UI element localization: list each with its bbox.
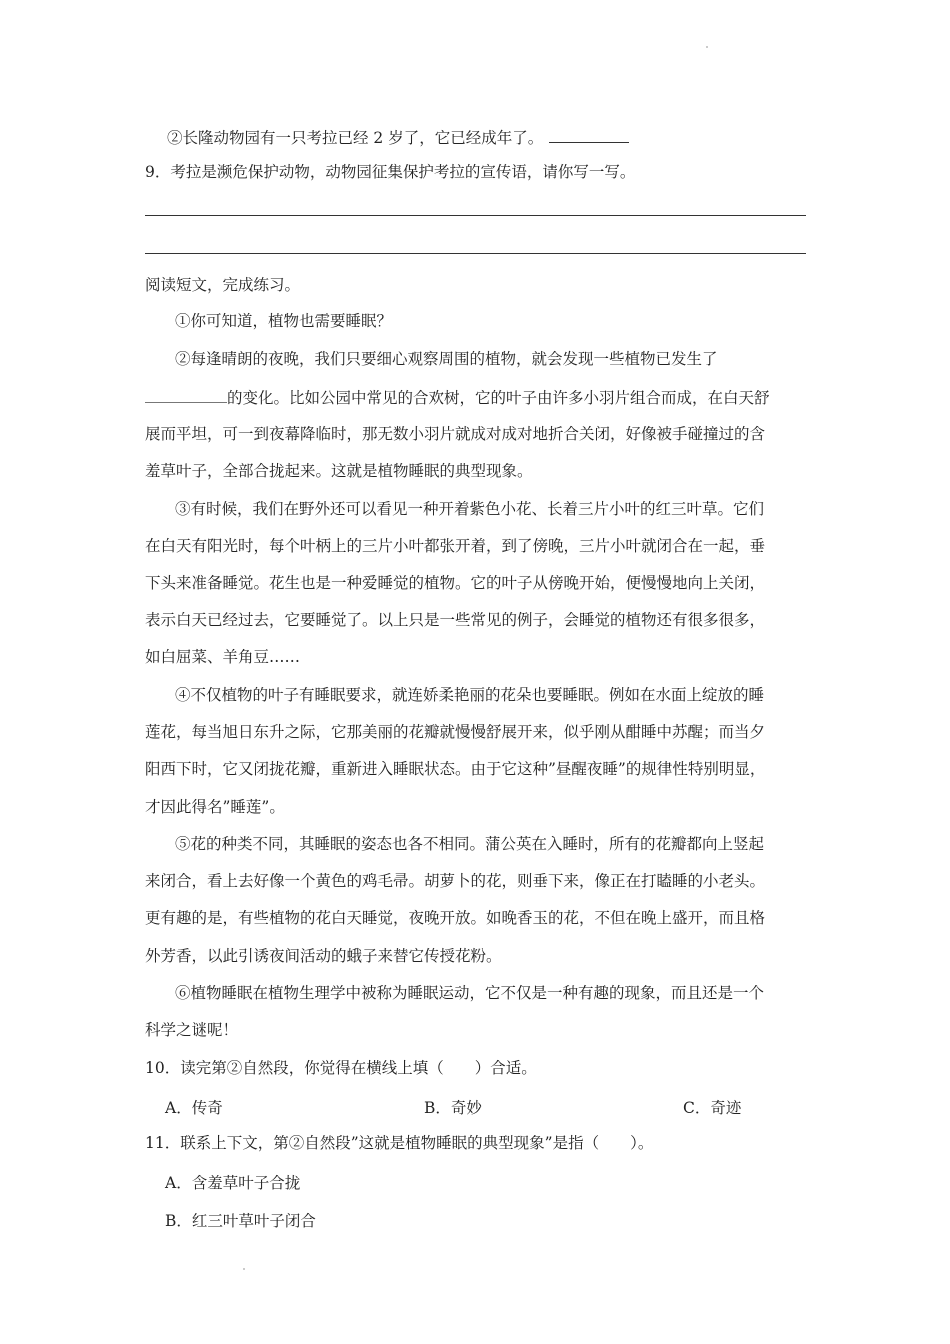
q8-item-2-text: ②长隆动物园有一只考拉已经 2 岁了，它已经成年了。 bbox=[167, 129, 544, 147]
paragraph-3-line-4: 表示白天已经过去，它要睡觉了。以上只是一些常见的例子，会睡觉的植物还有很多很多， bbox=[145, 611, 766, 629]
q11-option-b[interactable]: B．红三叶草叶子闭合 bbox=[165, 1212, 316, 1230]
q10-option-b[interactable]: B．奇妙 bbox=[424, 1099, 482, 1117]
q10-option-c[interactable]: C．奇迹 bbox=[683, 1099, 742, 1117]
paragraph-2-line-2 bbox=[145, 386, 770, 408]
q8-item-2 bbox=[167, 126, 629, 148]
paragraph-3-line-2: 在白天有阳光时，每个叶柄上的三片小叶都张开着，到了傍晚，三片小叶就闭合在一起，垂 bbox=[145, 537, 766, 555]
paragraph-2-line-4: 羞草叶子，全部合拢起来。这就是植物睡眠的典型现象。 bbox=[145, 462, 533, 480]
page-mark bbox=[706, 46, 708, 48]
paragraph-4-line-2: 莲花，每当旭日东升之际，它那美丽的花瓣就慢慢舒展开来，似乎刚从酣睡中苏醒；而当夕 bbox=[145, 723, 766, 741]
paragraph-4-line-1: ④不仅植物的叶子有睡眠要求，就连娇柔艳丽的花朵也要睡眠。例如在水面上绽放的睡 bbox=[175, 686, 765, 704]
paragraph-1: ①你可知道，植物也需要睡眠？ bbox=[175, 312, 393, 330]
paragraph-6-line-2: 科学之谜呢！ bbox=[145, 1021, 239, 1039]
paragraph-5-line-4: 外芳香，以此引诱夜间活动的蛾子来替它传授花粉。 bbox=[145, 947, 502, 965]
paragraph-2-line-2-text: 的变化。比如公园中常见的合欢树，它的叶子由许多小羽片组合而成，在白天舒 bbox=[227, 389, 770, 407]
answer-blank[interactable] bbox=[549, 126, 629, 143]
paragraph-5-line-2: 来闭合，看上去好像一个黄色的鸡毛帚。胡萝卜的花，则垂下来，像正在打瞌睡的小老头。 bbox=[145, 872, 766, 890]
q9-stem: 9．考拉是濒危保护动物，动物园征集保护考拉的宣传语，请你写一写。 bbox=[145, 163, 636, 181]
q11-stem: 11．联系上下文，第②自然段”这就是植物睡眠的典型现象”是指（ ）。 bbox=[145, 1134, 654, 1152]
paragraph-3-line-1: ③有时候，我们在野外还可以看见一种开着紫色小花、长着三片小叶的红三叶草。它们 bbox=[175, 500, 765, 518]
reading-instruction: 阅读短文，完成练习。 bbox=[145, 276, 301, 294]
q10-stem: 10．读完第②自然段，你觉得在横线上填（ ）合适。 bbox=[145, 1059, 537, 1077]
q10-option-a[interactable]: A．传奇 bbox=[165, 1099, 223, 1117]
paragraph-3-line-3: 下头来准备睡觉。花生也是一种爱睡觉的植物。它的叶子从傍晚开始，便慢慢地向上关闭， bbox=[145, 574, 766, 592]
paragraph-3-line-5: 如白屈菜、羊角豆…… bbox=[145, 648, 301, 666]
paragraph-2-line-3: 展而平坦，可一到夜幕降临时，那无数小羽片就成对成对地折合关闭，好像被手碰撞过的含 bbox=[145, 425, 766, 443]
paragraph-5-line-1: ⑤花的种类不同，其睡眠的姿态也各不相同。蒲公英在入睡时，所有的花瓣都向上竖起 bbox=[175, 835, 765, 853]
paragraph-4-line-4: 才因此得名”睡莲”。 bbox=[145, 798, 285, 816]
paragraph-4-line-3: 阳西下时，它又闭拢花瓣，重新进入睡眠状态。由于它这种”昼醒夜睡”的规律性特别明显， bbox=[145, 760, 766, 778]
answer-line-2[interactable] bbox=[145, 253, 806, 254]
q11-option-a[interactable]: A．含羞草叶子合拢 bbox=[165, 1174, 301, 1192]
paragraph-2-line-1: ②每逢晴朗的夜晚，我们只要细心观察周围的植物，就会发现一些植物已发生了 bbox=[175, 350, 718, 368]
fill-blank[interactable] bbox=[145, 386, 227, 403]
answer-line-1[interactable] bbox=[145, 215, 806, 216]
page-mark bbox=[243, 1268, 245, 1270]
paragraph-5-line-3: 更有趣的是，有些植物的花白天睡觉，夜晚开放。如晚香玉的花，不但在晚上盛开，而且格 bbox=[145, 909, 766, 927]
paragraph-6-line-1: ⑥植物睡眠在植物生理学中被称为睡眠运动，它不仅是一种有趣的现象，而且还是一个 bbox=[175, 984, 765, 1002]
